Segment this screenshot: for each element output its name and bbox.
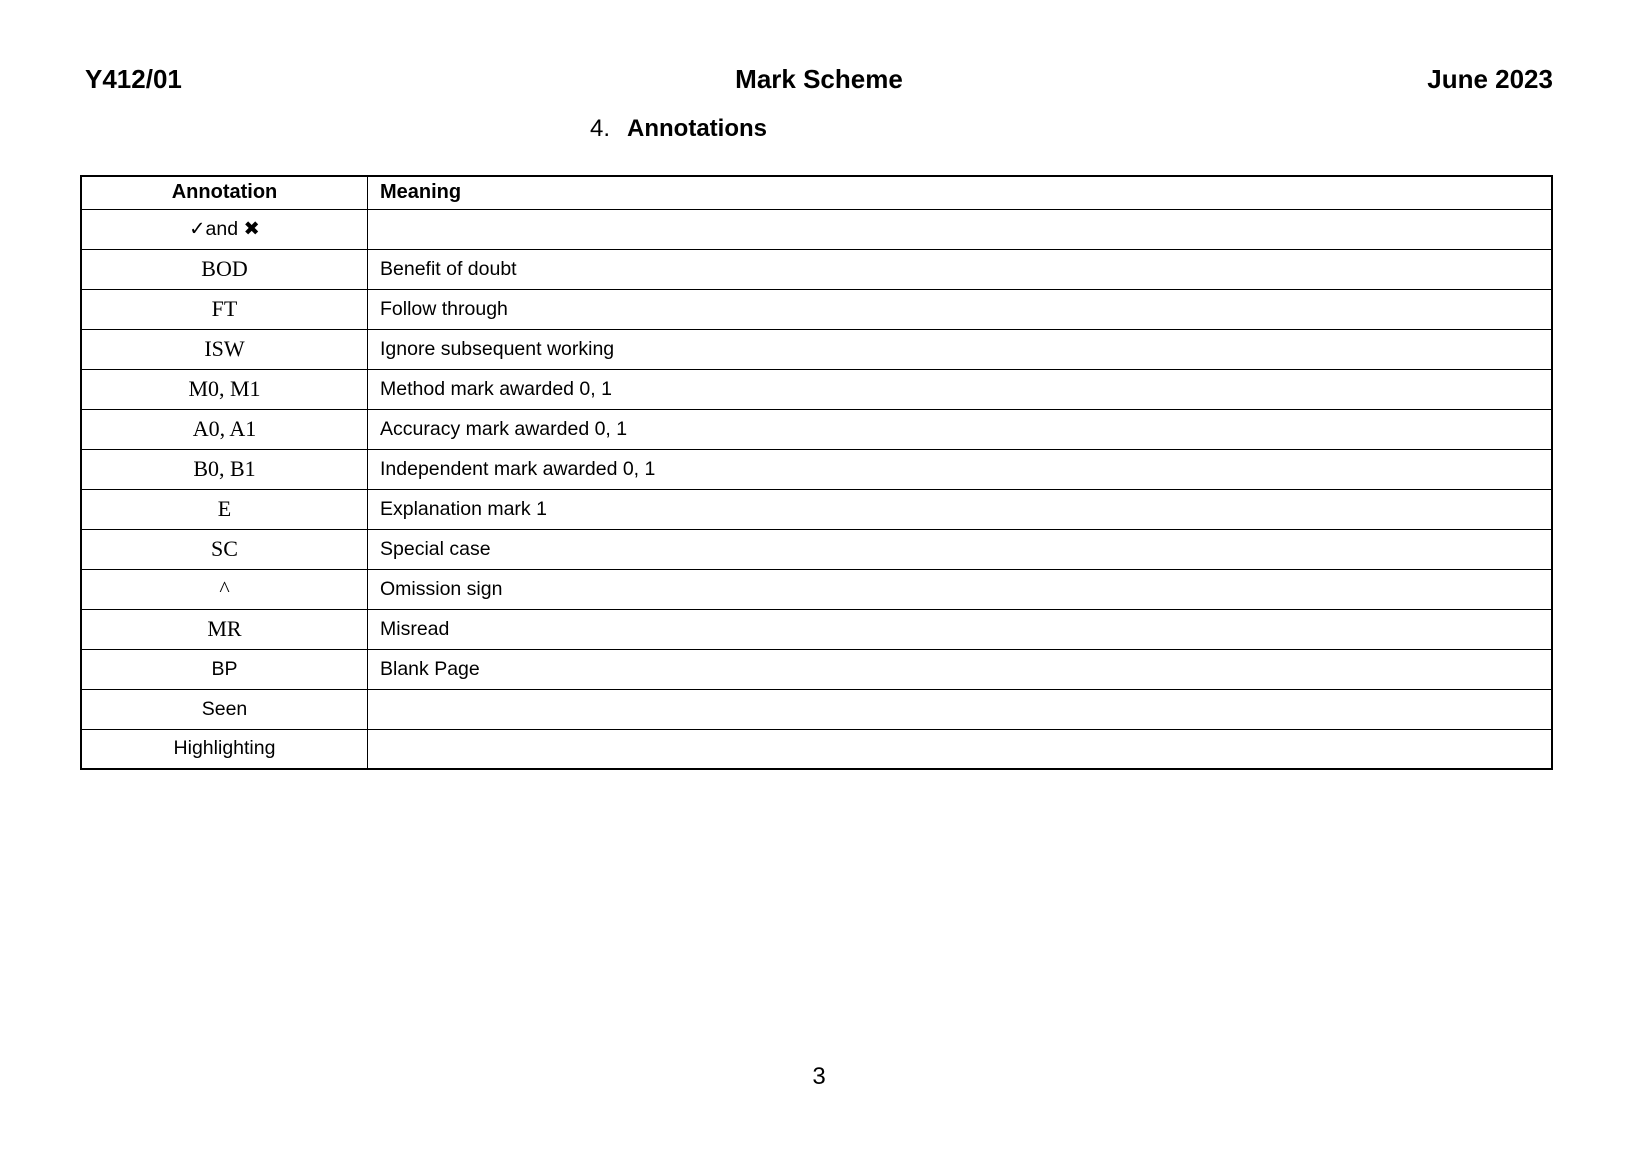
meaning-cell: Independent mark awarded 0, 1 — [368, 449, 1553, 489]
annotation-cell: BP — [81, 649, 368, 689]
meaning-cell: Method mark awarded 0, 1 — [368, 369, 1553, 409]
section-title: Annotations — [627, 115, 767, 142]
annotation-cell: ^ — [81, 569, 368, 609]
annotations-table — [80, 175, 1553, 770]
meaning-cell: Explanation mark 1 — [368, 489, 1553, 529]
annotation-cell: Seen — [81, 689, 368, 729]
table-row — [81, 489, 1552, 529]
table-header — [81, 176, 1552, 209]
table-row — [81, 569, 1552, 609]
table-row — [81, 249, 1552, 289]
meaning-cell — [368, 689, 1553, 729]
table-row — [81, 649, 1552, 689]
annotation-cell: ✓and ✖ — [81, 209, 368, 249]
column-header-annotation: Annotation — [81, 176, 368, 209]
table-row — [81, 329, 1552, 369]
table-row — [81, 209, 1552, 249]
meaning-cell — [368, 209, 1553, 249]
paper-code: Y412/01 — [85, 64, 182, 94]
annotation-cell: Highlighting — [81, 729, 368, 769]
meaning-cell: Misread — [368, 609, 1553, 649]
meaning-cell: Blank Page — [368, 649, 1553, 689]
table-row — [81, 449, 1552, 489]
meaning-cell: Accuracy mark awarded 0, 1 — [368, 409, 1553, 449]
annotation-cell: ISW — [81, 329, 368, 369]
table-body — [81, 209, 1552, 769]
annotation-cell: M0, M1 — [81, 369, 368, 409]
table-row — [81, 289, 1552, 329]
table-row — [81, 689, 1552, 729]
page-number: 3 — [812, 1063, 826, 1090]
table-row — [81, 409, 1552, 449]
document-title: Mark Scheme — [735, 64, 903, 94]
meaning-cell: Special case — [368, 529, 1553, 569]
meaning-cell — [368, 729, 1553, 769]
meaning-cell: Omission sign — [368, 569, 1553, 609]
annotation-cell: A0, A1 — [81, 409, 368, 449]
table-row — [81, 609, 1552, 649]
annotation-cell: FT — [81, 289, 368, 329]
table-row — [81, 529, 1552, 569]
table-row — [81, 369, 1552, 409]
table-row — [81, 729, 1552, 769]
meaning-cell: Benefit of doubt — [368, 249, 1553, 289]
section-number: 4. — [590, 115, 611, 142]
annotation-cell: BOD — [81, 249, 368, 289]
table-header-row — [81, 176, 1552, 209]
section-heading — [590, 115, 767, 143]
session-date: June 2023 — [1427, 64, 1553, 94]
document-header — [85, 64, 1553, 94]
annotation-cell: SC — [81, 529, 368, 569]
annotation-cell: E — [81, 489, 368, 529]
meaning-cell: Follow through — [368, 289, 1553, 329]
annotation-cell: MR — [81, 609, 368, 649]
column-header-meaning: Meaning — [368, 176, 1553, 209]
annotation-cell: B0, B1 — [81, 449, 368, 489]
meaning-cell: Ignore subsequent working — [368, 329, 1553, 369]
